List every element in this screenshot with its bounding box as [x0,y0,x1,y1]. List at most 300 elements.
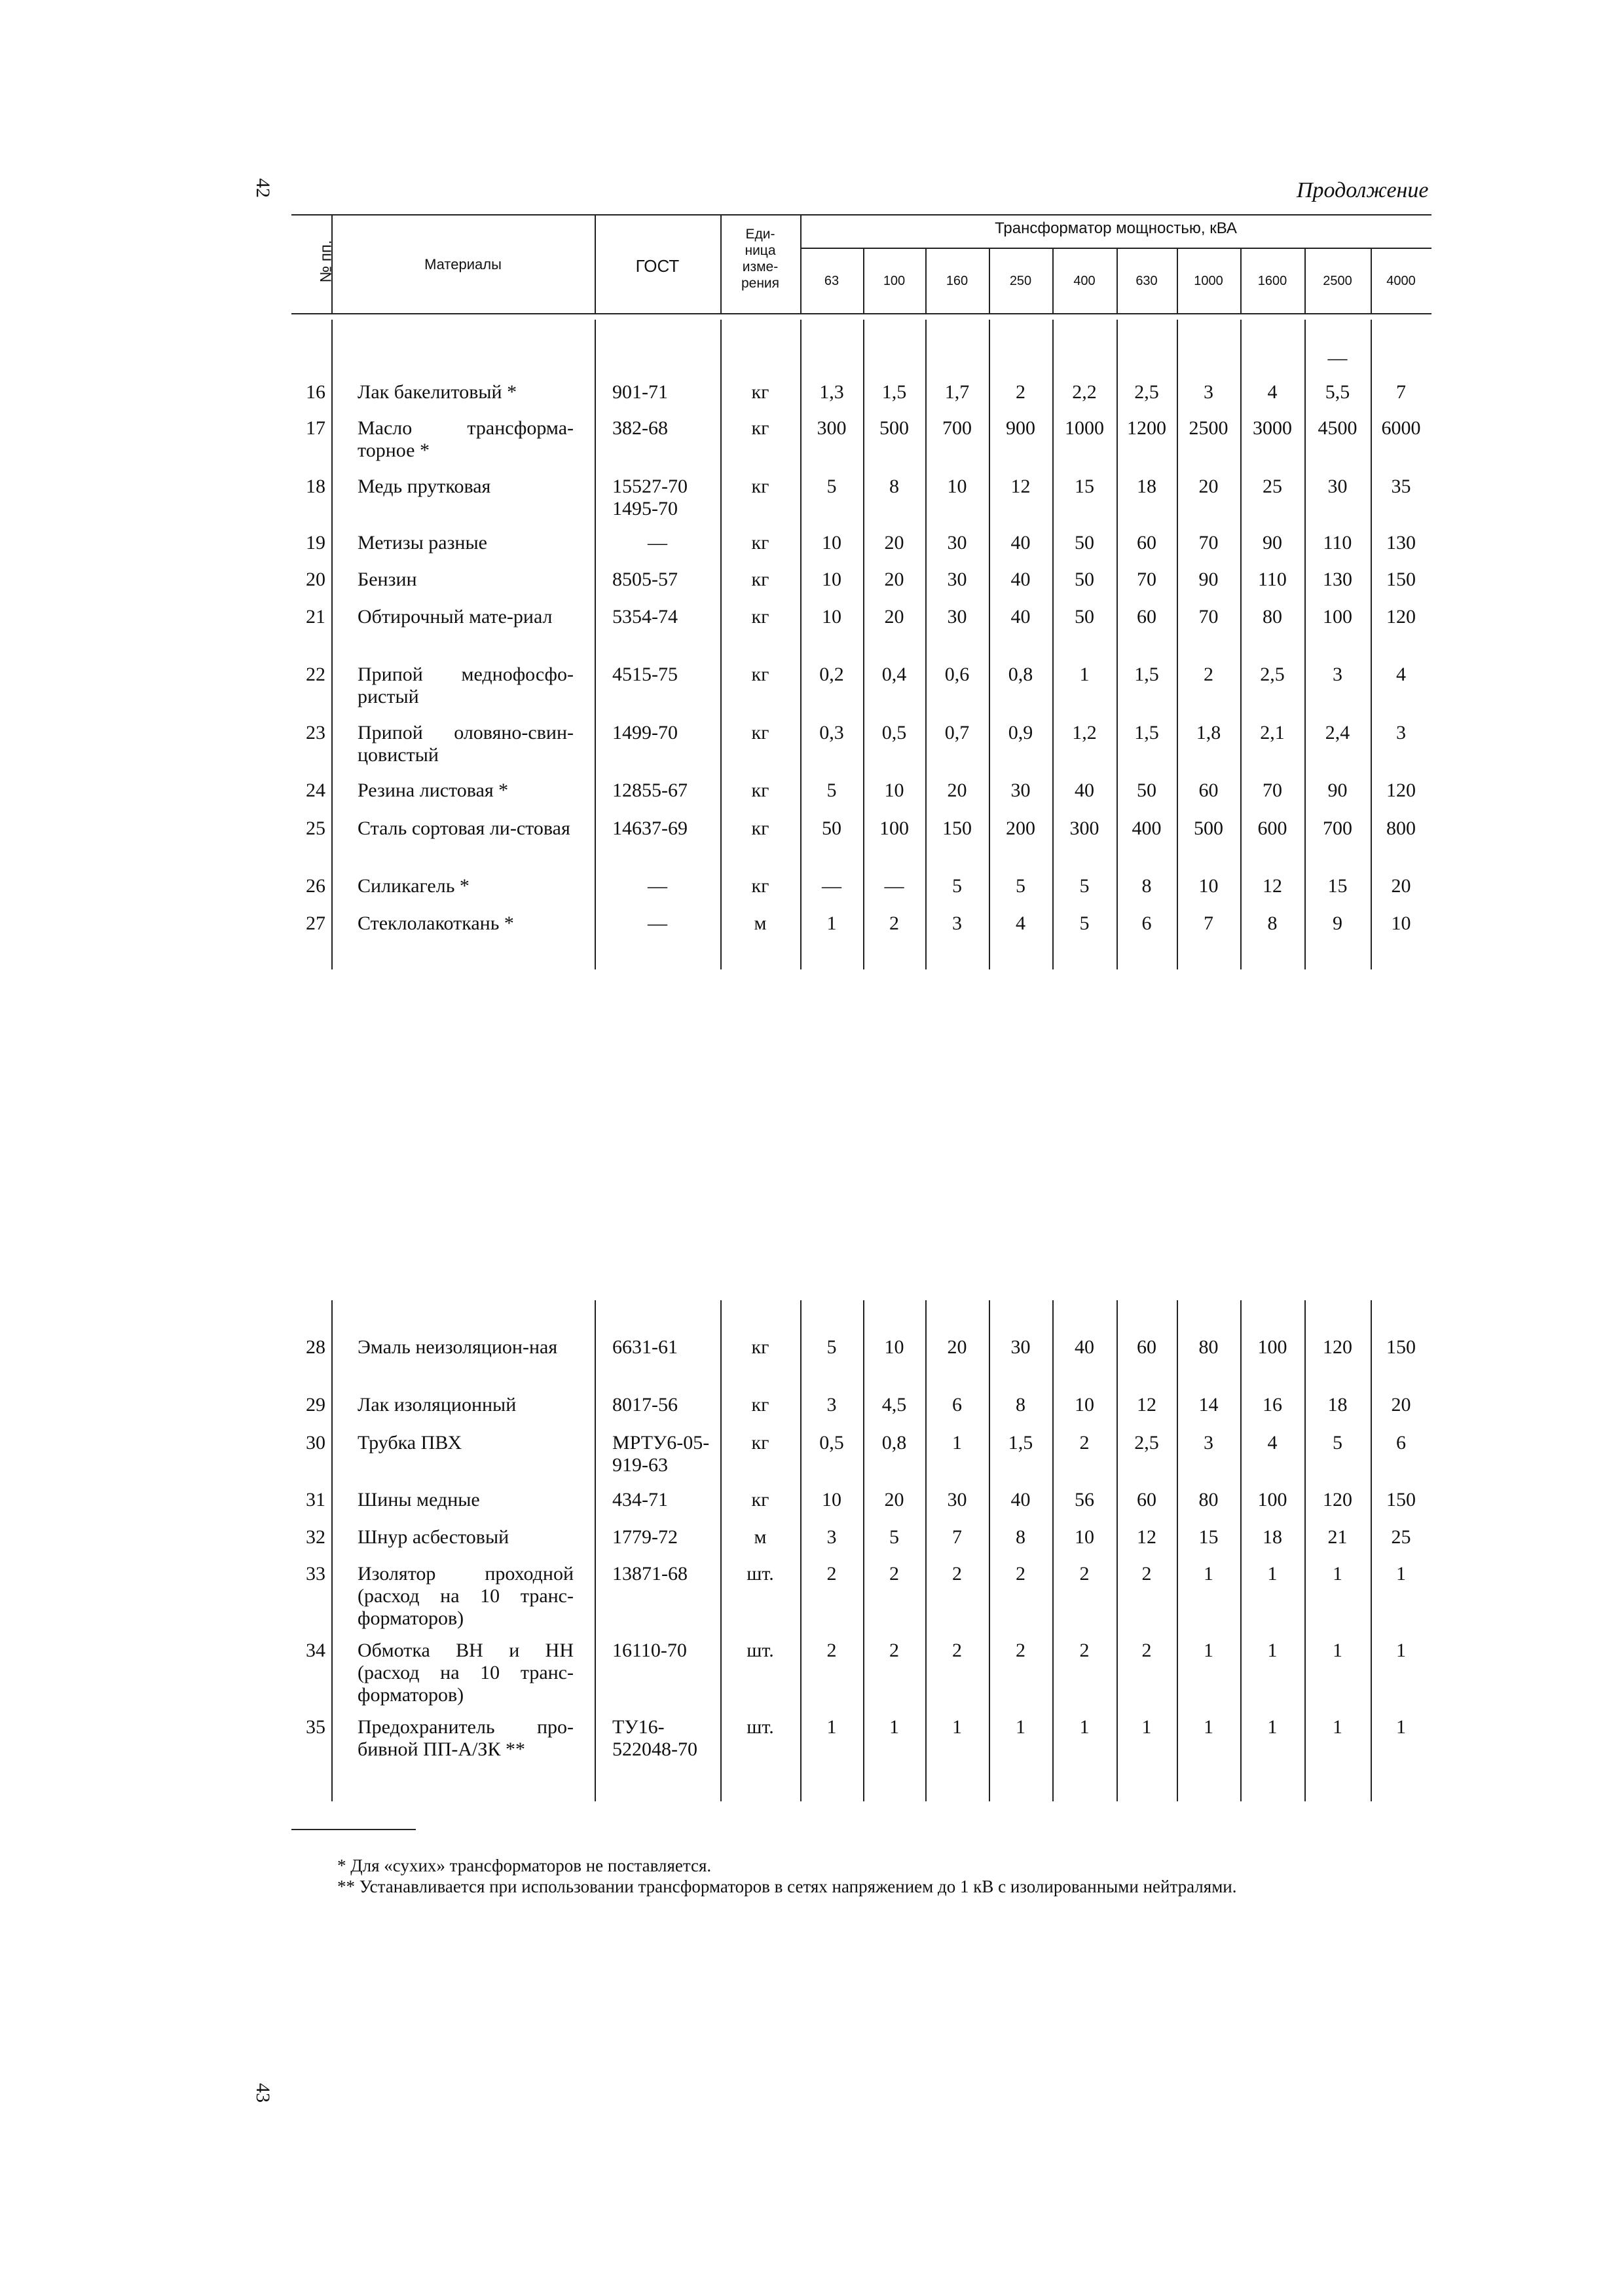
value-cell: 3000 [1253,417,1292,439]
value-cell: 5 [826,1336,837,1358]
value-cell: 5 [826,779,837,801]
value-cell: 5,5 [1325,381,1350,403]
value-cell: 70 [1198,606,1219,628]
value-cell: 1 [1267,1563,1278,1585]
value-cell: 150 [1386,569,1416,590]
value-cell: 5 [889,1526,899,1548]
value-cell: 2,5 [1134,1432,1159,1454]
row-number: 27 [306,912,325,934]
value-cell: 15 [1075,476,1094,497]
value-cell: 1,7 [944,381,970,403]
value-cell: 2 [1016,381,1025,403]
value-cell: 10 [822,532,841,554]
row-rule [800,248,1431,249]
value-cell: 700 [942,417,972,439]
value-cell: 8 [1141,875,1152,897]
value-cell: 0,7 [944,722,970,743]
value-cell: 40 [1075,1336,1094,1358]
value-cell: 1 [1079,664,1090,685]
row-number: 28 [306,1336,325,1358]
value-cell: 2 [826,1563,837,1585]
material-name: Метизы разные [358,532,487,554]
value-cell: 70 [1263,779,1282,801]
value-cell: 20 [947,1336,967,1358]
value-cell: 7 [1396,381,1406,403]
value-cell: 150 [1386,1336,1416,1358]
row-number: 18 [306,476,325,497]
value-cell: 20 [884,1489,904,1511]
value-cell: 8 [1016,1394,1025,1416]
value-cell: 0,8 [1008,664,1033,685]
column-rule [595,1300,596,1801]
material-name: Изолятор проходной (расход на 10 транс-форматоров) [358,1563,574,1629]
gost-code: 434-71 [612,1489,668,1511]
value-cell: 200 [1006,817,1035,839]
value-cell: 900 [1006,417,1035,439]
value-cell: 2500 [1189,417,1228,439]
value-cell: 30 [947,606,967,628]
material-name: Припой меднофосфо-ристый [358,664,574,707]
header-power: 630 [1135,274,1158,288]
value-cell: 15 [1327,875,1348,897]
gost-code: 901-71 [612,381,668,403]
value-cell: 9 [1333,912,1342,934]
value-cell: 10 [947,476,967,497]
value-cell: 2,5 [1260,664,1285,685]
gost-code: — [648,532,667,554]
header-number: № пп. [317,240,335,283]
row-number: 26 [306,875,325,897]
value-cell: 4 [1267,381,1278,403]
row-number: 17 [306,417,325,439]
value-cell: 70 [1137,569,1156,590]
gost-code: — [648,912,667,934]
material-name: Медь прутковая [358,476,491,497]
material-name: Эмаль неизоляцион-ная [358,1336,558,1358]
material-name: Сталь сортовая ли-стовая [358,817,570,839]
gost-code: 1499-70 [612,722,678,743]
value-cell: 1 [826,1716,837,1738]
value-cell: 5 [1079,875,1090,897]
value-cell: 4 [1267,1432,1278,1454]
row-number: 20 [306,569,325,590]
gost-code: 14637-69 [612,817,688,839]
value-cell: 18 [1137,476,1156,497]
gost-code: 8017-56 [612,1394,678,1416]
value-cell: 1,3 [819,381,844,403]
gost-code: 12855-67 [612,779,688,801]
material-name: Стеклолакоткань * [358,912,514,934]
value-cell: 2 [889,1563,899,1585]
value-cell: 1 [1141,1716,1152,1738]
value-cell: 1,5 [1134,664,1159,685]
value-cell: 20 [884,606,904,628]
unit: кг [751,875,769,897]
value-cell: 2 [1079,1563,1090,1585]
value-cell: 10 [822,606,841,628]
material-name: Шнур асбестовый [358,1526,509,1548]
gost-code: 1779-72 [612,1526,678,1548]
value-cell: 100 [1323,606,1352,628]
value-cell: 25 [1263,476,1282,497]
value-cell: 1 [1396,1640,1406,1661]
unit: кг [751,779,769,801]
value-cell: 6000 [1381,417,1421,439]
row-rule [291,214,1431,216]
value-cell: 2 [1016,1640,1025,1661]
value-cell: 130 [1386,532,1416,554]
value-cell: 1 [1396,1563,1406,1585]
header-gost: ГОСТ [635,256,680,276]
row-number: 19 [306,532,325,554]
value-cell: 800 [1386,817,1416,839]
header-power: 100 [883,274,906,288]
value-cell: 120 [1323,1489,1352,1511]
value-cell: 4,5 [881,1394,907,1416]
value-cell: 1 [1204,1640,1213,1661]
value-cell: 56 [1075,1489,1094,1511]
row-number: 35 [306,1716,325,1738]
value-cell: 0,2 [819,664,844,685]
row-number: 22 [306,664,325,685]
value-cell: 18 [1327,1394,1348,1416]
value-cell: 2 [889,912,899,934]
value-cell: 2 [826,1640,837,1661]
value-cell: 2 [1079,1640,1090,1661]
value-cell: 1 [1016,1716,1025,1738]
value-cell: 12 [1137,1394,1156,1416]
value-cell: 1 [889,1716,899,1738]
value-cell: 130 [1323,569,1352,590]
value-cell: 150 [942,817,972,839]
value-cell: 100 [1257,1336,1287,1358]
value-cell: 1,2 [1072,722,1097,743]
value-cell: 1 [826,912,837,934]
value-cell: 1 [952,1432,962,1454]
unit: кг [751,1432,769,1454]
value-cell: 16 [1263,1394,1282,1416]
value-cell: 1 [1204,1716,1213,1738]
unit: кг [751,476,769,497]
unit: кг [751,532,769,554]
unit: кг [751,1336,769,1358]
value-cell: 2 [1204,664,1213,685]
value-cell: 30 [1010,779,1031,801]
value-cell: 14 [1198,1394,1219,1416]
value-cell: 90 [1263,532,1282,554]
value-cell: 10 [1198,875,1219,897]
value-cell: 500 [1194,817,1223,839]
value-cell: 30 [947,532,967,554]
value-cell: 120 [1386,779,1416,801]
value-dash: — [1327,347,1348,369]
value-cell: 1200 [1127,417,1166,439]
value-cell: — [822,875,841,897]
footnote-rule [291,1829,416,1830]
unit: кг [751,569,769,590]
header-power: 250 [1009,274,1032,288]
value-cell: 4 [1016,912,1025,934]
value-cell: 3 [826,1526,837,1548]
value-cell: 5 [1079,912,1090,934]
gost-code: 6631-61 [612,1336,678,1358]
header-materials: Материалы [424,256,502,272]
row-number: 25 [306,817,325,839]
page-number-top: 42 [252,178,274,198]
material-name: Обтирочный мате-риал [358,606,553,628]
value-cell: 10 [1391,912,1411,934]
header-power: 1000 [1194,274,1223,288]
gost-code: 5354-74 [612,606,678,628]
value-cell: 10 [822,1489,841,1511]
unit: кг [751,722,769,743]
value-cell: 30 [947,1489,967,1511]
value-cell: 80 [1198,1489,1219,1511]
header-power-group: Трансформатор мощностью, кВА [995,219,1237,237]
value-cell: 2,4 [1325,722,1350,743]
value-cell: 1 [1267,1640,1278,1661]
value-cell: 4 [1396,664,1406,685]
value-cell: 1 [1267,1716,1278,1738]
value-cell: 8 [1016,1526,1025,1548]
value-cell: 300 [817,417,847,439]
footnote-2: ** Устанавливается при использовании трансформаторов в сетях напряжением до 1 кВ с изолированными нейтралями. [337,1877,1237,1896]
value-cell: 3 [1204,1432,1213,1454]
value-cell: 50 [822,817,841,839]
header-power: 2500 [1323,274,1352,288]
value-cell: 5 [952,875,962,897]
unit: кг [751,381,769,403]
material-name: Припой оловяно-свин-цовистый [358,722,574,766]
value-cell: 5 [1333,1432,1342,1454]
value-cell: 0,3 [819,722,844,743]
value-cell: 60 [1137,1336,1156,1358]
gost-code: — [648,875,667,897]
value-cell: 15 [1198,1526,1219,1548]
material-name: Шины медные [358,1489,480,1511]
value-cell: 6 [1396,1432,1406,1454]
unit: шт. [747,1563,774,1585]
value-cell: 1 [952,1716,962,1738]
value-cell: 0,9 [1008,722,1033,743]
value-cell: 2,2 [1072,381,1097,403]
column-rule [595,320,596,969]
value-cell: 90 [1198,569,1219,590]
value-cell: 6 [1141,912,1152,934]
value-cell: 21 [1327,1526,1348,1548]
value-cell: 3 [1333,664,1342,685]
value-cell: 12 [1010,476,1031,497]
value-cell: 40 [1010,606,1031,628]
value-cell: 2 [889,1640,899,1661]
row-number: 21 [306,606,325,628]
value-cell: 2 [952,1563,962,1585]
value-cell: 30 [947,569,967,590]
value-cell: 30 [1327,476,1348,497]
row-number: 23 [306,722,325,743]
row-number: 34 [306,1640,325,1661]
value-cell: 7 [952,1526,962,1548]
unit: кг [751,817,769,839]
value-cell: 35 [1391,476,1411,497]
value-cell: 7 [1204,912,1213,934]
value-cell: 40 [1010,1489,1031,1511]
header-power: 400 [1073,274,1096,288]
value-cell: 4500 [1318,417,1357,439]
value-cell: 25 [1391,1526,1411,1548]
value-cell: 12 [1263,875,1282,897]
value-cell: 120 [1323,1336,1352,1358]
value-cell: 110 [1323,532,1352,554]
value-cell: 40 [1010,569,1031,590]
value-cell: 3 [1396,722,1406,743]
unit: кг [751,1489,769,1511]
unit: кг [751,1394,769,1416]
value-cell: 70 [1198,532,1219,554]
value-cell: 1 [1333,1563,1342,1585]
value-cell: 10 [884,1336,904,1358]
value-cell: 3 [1204,381,1213,403]
gost-code: 13871-68 [612,1563,688,1585]
value-cell: 1000 [1065,417,1104,439]
footnotes [291,1855,1424,1897]
value-cell: 10 [1075,1394,1094,1416]
value-cell: 2,5 [1134,381,1159,403]
value-cell: 1,5 [1008,1432,1033,1454]
value-cell: 50 [1075,606,1094,628]
value-cell: 12 [1137,1526,1156,1548]
row-rule [291,313,1431,314]
unit: м [754,912,767,934]
material-name: Силикагель * [358,875,470,897]
row-number: 33 [306,1563,325,1585]
value-cell: 20 [884,532,904,554]
header-power: 4000 [1386,274,1416,288]
material-name: Трубка ПВХ [358,1432,462,1454]
value-cell: 1 [1204,1563,1213,1585]
value-cell: 2 [1141,1563,1152,1585]
value-cell: 500 [879,417,909,439]
header-unit: Еди- ница изме- рения [741,227,780,291]
unit: кг [751,664,769,685]
continuation-label: Продолжение [1297,178,1429,202]
value-cell: 1,5 [1134,722,1159,743]
value-cell: 6 [952,1394,962,1416]
value-cell: 90 [1327,779,1348,801]
value-cell: 80 [1263,606,1282,628]
gost-code: 4515-75 [612,664,678,685]
value-cell: 0,6 [944,664,970,685]
value-cell: 1 [1333,1640,1342,1661]
value-cell: 20 [947,779,967,801]
material-name: Обмотка ВН и НН (расход на 10 транс-форматоров) [358,1640,574,1706]
row-number: 30 [306,1432,325,1454]
value-cell: 0,8 [881,1432,907,1454]
value-cell: 5 [826,476,837,497]
material-name: Резина листовая * [358,779,509,801]
value-cell: 1 [1333,1716,1342,1738]
value-cell: 80 [1198,1336,1219,1358]
value-cell: 10 [1075,1526,1094,1548]
value-cell: 100 [1257,1489,1287,1511]
gost-code: 8505-57 [612,569,678,590]
gost-code: 15527-70 1495-70 [612,476,688,519]
value-cell: 10 [884,779,904,801]
row-number: 24 [306,779,325,801]
value-cell: 60 [1137,1489,1156,1511]
value-cell: 20 [1391,875,1411,897]
value-cell: 18 [1263,1526,1282,1548]
value-cell: 1 [1396,1716,1406,1738]
footnote-1: * Для «сухих» трансформаторов не поставляется. [337,1856,712,1875]
unit: шт. [747,1640,774,1661]
value-cell: 600 [1257,817,1287,839]
gost-code: МРТУ6-05- 919-63 [612,1432,710,1476]
header-power: 63 [824,274,840,288]
gost-code: 382-68 [612,417,668,439]
material-name: Бензин [358,569,417,590]
unit: шт. [747,1716,774,1738]
value-cell: 2 [1016,1563,1025,1585]
header-power: 160 [946,274,969,288]
gost-code: ТУ16- 522048-70 [612,1716,697,1760]
unit: м [754,1526,767,1548]
value-cell: 0,5 [819,1432,844,1454]
value-cell: — [884,875,904,897]
material-name: Лак изоляционный [358,1394,517,1416]
unit: кг [751,606,769,628]
header-power: 1600 [1257,274,1287,288]
value-cell: 2,1 [1260,722,1285,743]
value-cell: 20 [884,569,904,590]
material-name: Предохранитель про-бивной ПП-А/ЗК ** [358,1716,574,1760]
value-cell: 20 [1391,1394,1411,1416]
value-cell: 8 [1267,912,1278,934]
value-cell: 400 [1132,817,1162,839]
value-cell: 1,5 [881,381,907,403]
value-cell: 120 [1386,606,1416,628]
column-rule [331,320,333,969]
page-number-bottom: 43 [252,2083,274,2103]
value-cell: 0,4 [881,664,907,685]
value-cell: 60 [1137,532,1156,554]
value-cell: 10 [822,569,841,590]
value-cell: 50 [1075,532,1094,554]
value-cell: 2 [1079,1432,1090,1454]
value-cell: 1 [1079,1716,1090,1738]
value-cell: 700 [1323,817,1352,839]
value-cell: 0,5 [881,722,907,743]
value-cell: 110 [1258,569,1287,590]
material-name: Лак бакелитовый * [358,381,517,403]
row-number: 16 [306,381,325,403]
value-cell: 3 [826,1394,837,1416]
value-cell: 50 [1137,779,1156,801]
value-cell: 5 [1016,875,1025,897]
value-cell: 300 [1069,817,1099,839]
value-cell: 150 [1386,1489,1416,1511]
value-cell: 1,8 [1196,722,1221,743]
value-cell: 40 [1075,779,1094,801]
value-cell: 40 [1010,532,1031,554]
value-cell: 3 [952,912,962,934]
value-cell: 50 [1075,569,1094,590]
row-number: 32 [306,1526,325,1548]
unit: кг [751,417,769,439]
value-cell: 2 [1141,1640,1152,1661]
value-cell: 8 [889,476,899,497]
gost-code: 16110-70 [612,1640,687,1661]
